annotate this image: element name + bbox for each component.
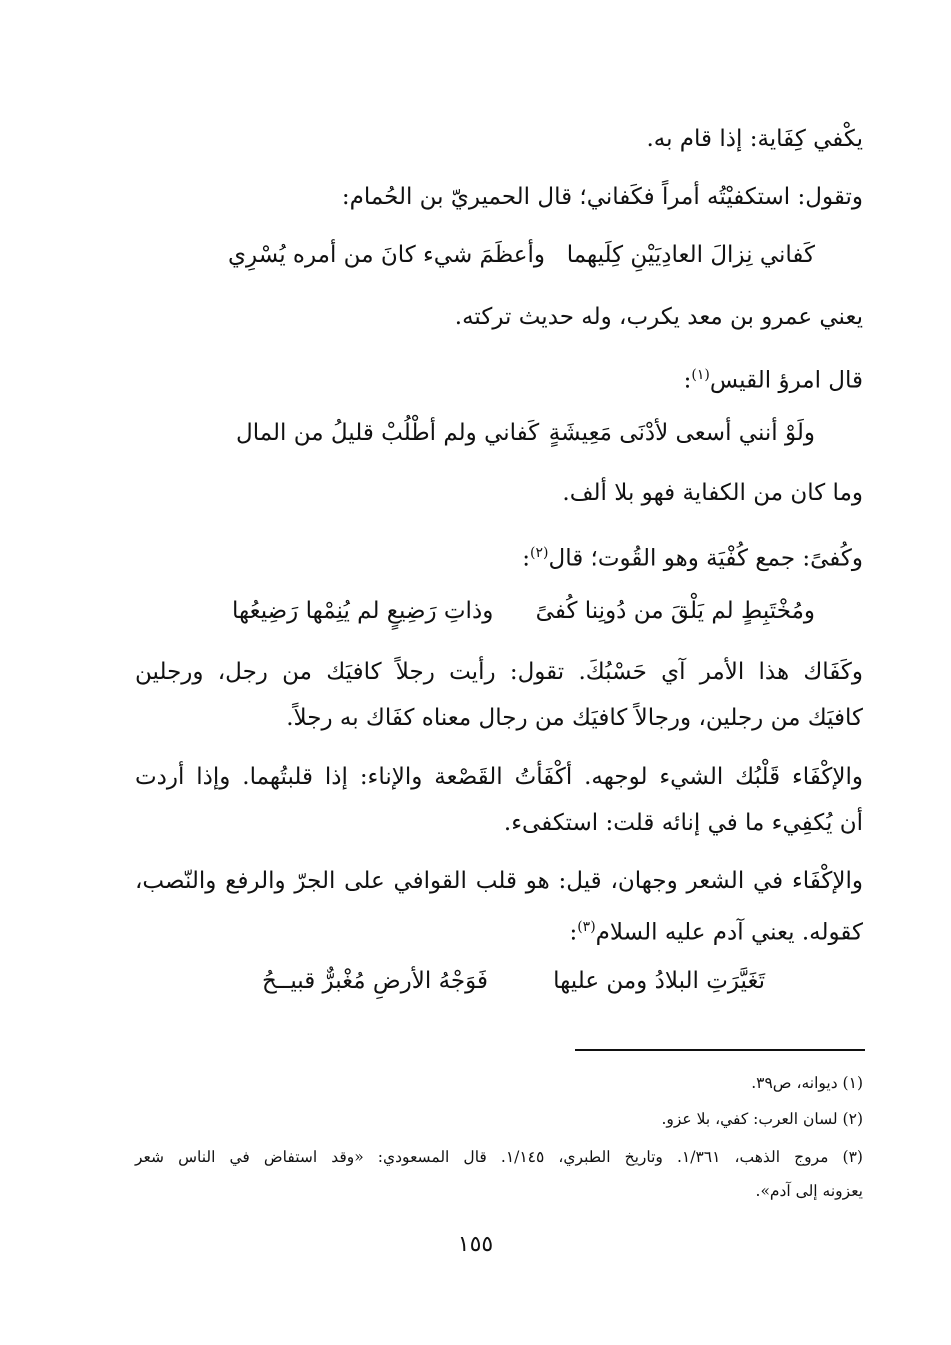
page-number: ١٥٥	[457, 1232, 494, 1257]
verse-hemistich-right: تَغَيَّرَتِ البلادُ ومن عليها	[553, 968, 765, 994]
verse-hemistich-left: وأعظَمَ شيء كانَ من أمره يُسْرِي	[228, 242, 545, 268]
paragraph-line: وكَفَاك هذا الأمر آي حَسْبُكَ. تقول: رأيت رجلاً كافيَك من رجل، ورجلين	[135, 659, 863, 685]
footnote-ref: (٣)	[577, 919, 596, 935]
verse-hemistich-left: كَفاني ولم أطْلُبْ قليلُ من المال	[236, 420, 540, 446]
paragraph-line: يعني عمرو بن معد يكرب، وله حديث تركته.	[454, 304, 863, 330]
paragraph-text: كقوله. يعني آدم عليه السلام	[595, 919, 863, 946]
footnote-2: (٢) لسان العرب: كفي، بلا عزو.	[661, 1110, 863, 1128]
paragraph-line: والإكْفَاء قَلْبُك الشيء لوجهه. أكْفَأتُ القَصْعة والإناء: إذا قلبتُهما. وإذا أردت	[135, 764, 863, 790]
colon: :	[569, 919, 578, 946]
paragraph-line: والإكْفَاء في الشعر وجهان، قيل: هو قلب القوافي على الجرّ والرفع والنّصب،	[135, 868, 863, 894]
footnote-3-continued: يعزونه إلى آدم».	[755, 1182, 863, 1200]
footnote-3: (٣) مروج الذهب، ١/٣٦١. وتاريخ الطبري، ١/١٤٥. قال المسعودي: «وقد استفاض في الناس شعر	[135, 1148, 863, 1166]
paragraph-line: وما كان من الكفاية فهو بلا ألف.	[562, 480, 863, 506]
verse-hemistich-right: ولَوْ أنني أسعى لأدْنَى مَعِيشَةٍ	[548, 420, 815, 446]
paragraph-line: وتقول: استكفيْتُه أمراً فكَفاني؛ قال الحميريّ بن الحُمام:	[341, 184, 863, 210]
paragraph-line: أن يُكفِيء ما في إنائه قلت: استكفىء.	[503, 810, 863, 836]
footnote-ref: (١)	[691, 367, 710, 383]
paragraph-line: كافيَك من رجلين، ورجالاً كافيَك من رجال معناه كفَاك به رجلاً.	[286, 705, 863, 731]
paragraph-text: قال امرؤ القيس	[709, 367, 863, 394]
paragraph-text: وكُفىً: جمع كُفْيَة وهو القُوت؛ قال	[548, 545, 863, 572]
paragraph-line: يكْفي كِفَاية: إذا قام به.	[646, 126, 863, 152]
verse-hemistich-left: فَوَجْهُ الأرضِ مُغْبرٌّ قبيــحُ	[262, 968, 489, 994]
paragraph-line	[522, 538, 863, 574]
verse-hemistich-right: كَفاني نِزالَ العادِيَيْنِ كِلَيهما	[566, 242, 815, 268]
paragraph-line	[569, 912, 863, 948]
colon: :	[683, 367, 692, 394]
verse-hemistich-left: وذاتِ رَضِيعٍ لم يُنِمْها رَضِيعُها	[232, 598, 494, 624]
footnote-ref: (٢)	[530, 545, 549, 561]
verse-hemistich-right: ومُخْتَبِطٍ لم يَلْقَ من دُونِنا كُفىً	[535, 598, 815, 624]
footnote-divider	[575, 1049, 865, 1051]
paragraph-line	[684, 360, 863, 396]
colon: :	[522, 545, 531, 572]
footnote-1: (١) ديوانه، ص٣٩.	[751, 1074, 863, 1092]
